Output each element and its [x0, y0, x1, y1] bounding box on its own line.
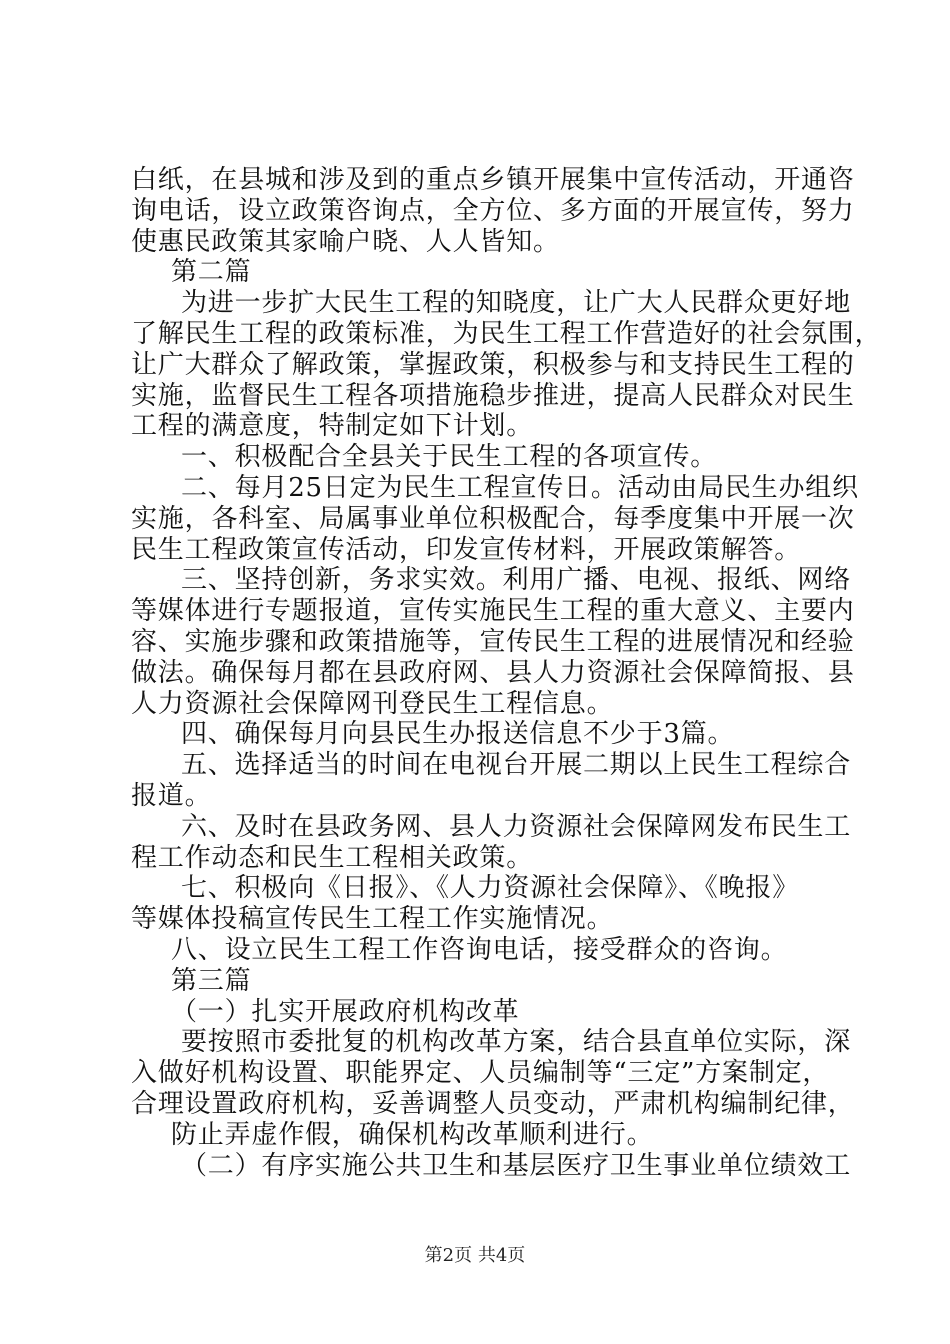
text-line: 合理设置政府机构，妥善调整人员变动，严肃机构编制纪律，	[131, 1089, 855, 1119]
text-line: 做法。确保每月都在县政府网、县人力资源社会保障简报、县	[131, 657, 855, 688]
text-line: 容、实施步骤和政策措施等，宣传民生工程的进展情况和经验	[131, 627, 855, 657]
text-line: 六、及时在县政务网、县人力资源社会保障网发布民生工	[181, 811, 852, 842]
text-line: 要按照市委批复的机构改革方案，结合县直单位实际，深	[181, 1027, 852, 1058]
text-line: 入做好机构设置、职能界定、人员编制等“三定”方案制定，	[131, 1058, 830, 1089]
text-line: 工程的满意度，特制定如下计划。	[131, 411, 534, 442]
section-heading: 第二篇	[171, 257, 252, 288]
text-line: 五、选择适当的时间在电视台开展二期以上民生工程综合	[181, 750, 852, 781]
text-line: 了解民生工程的政策标准，为民生工程工作营造好的社会氛围，	[131, 319, 882, 349]
text-line: 四、确保每月向县民生办报送信息不少于3篇。	[181, 719, 735, 750]
text-line: 民生工程政策宣传活动，印发宣传材料，开展政策解答。	[131, 534, 802, 565]
text-line: 二、每月25日定为民生工程宣传日。活动由局民生办组织	[181, 473, 859, 503]
subsection-heading: （二）有序实施公共卫生和基层医疗卫生事业单位绩效工	[181, 1150, 852, 1181]
text-line: 八、设立民生工程工作咨询电话，接受群众的咨询。	[171, 935, 788, 965]
text-line: 七、积极向《日报》、《人力资源社会保障》、《晚报》	[181, 873, 800, 904]
text-line: 询电话，设立政策咨询点，全方位、多方面的开展宣传，努力	[131, 195, 855, 226]
text-line: 程工作动态和民生工程相关政策。	[131, 842, 534, 873]
text-line: 使惠民政策其家喻户晓、人人皆知。	[131, 226, 560, 257]
text-line: 等媒体进行专题报道，宣传实施民生工程的重大意义、主要内	[131, 596, 855, 627]
text-line: 防止弄虚作假，确保机构改革顺利进行。	[171, 1119, 654, 1150]
text-line: 为进一步扩大民生工程的知晓度，让广大人民群众更好地	[181, 288, 852, 319]
section-heading: 第三篇	[171, 965, 252, 996]
page-footer: 第2页 共4页	[424, 1245, 526, 1266]
text-line: 三、坚持创新，务求实效。利用广播、电视、报纸、网络	[181, 565, 852, 596]
text-line: 报道。	[131, 781, 212, 811]
text-line: 白纸，在县城和涉及到的重点乡镇开展集中宣传活动，开通咨	[131, 165, 855, 195]
text-line: 实施，监督民生工程各项措施稳步推进，提高人民群众对民生	[131, 380, 855, 411]
subsection-heading: （一）扎实开展政府机构改革	[171, 996, 520, 1027]
text-line: 一、积极配合全县关于民生工程的各项宣传。	[181, 442, 718, 473]
text-line: 实施，各科室、局属事业单位积极配合，每季度集中开展一次	[131, 503, 855, 534]
text-line: 等媒体投稿宣传民生工程工作实施情况。	[131, 904, 614, 935]
text-line: 让广大群众了解政策，掌握政策，积极参与和支持民生工程的	[131, 349, 855, 380]
text-line: 人力资源社会保障网刊登民生工程信息。	[131, 688, 614, 719]
